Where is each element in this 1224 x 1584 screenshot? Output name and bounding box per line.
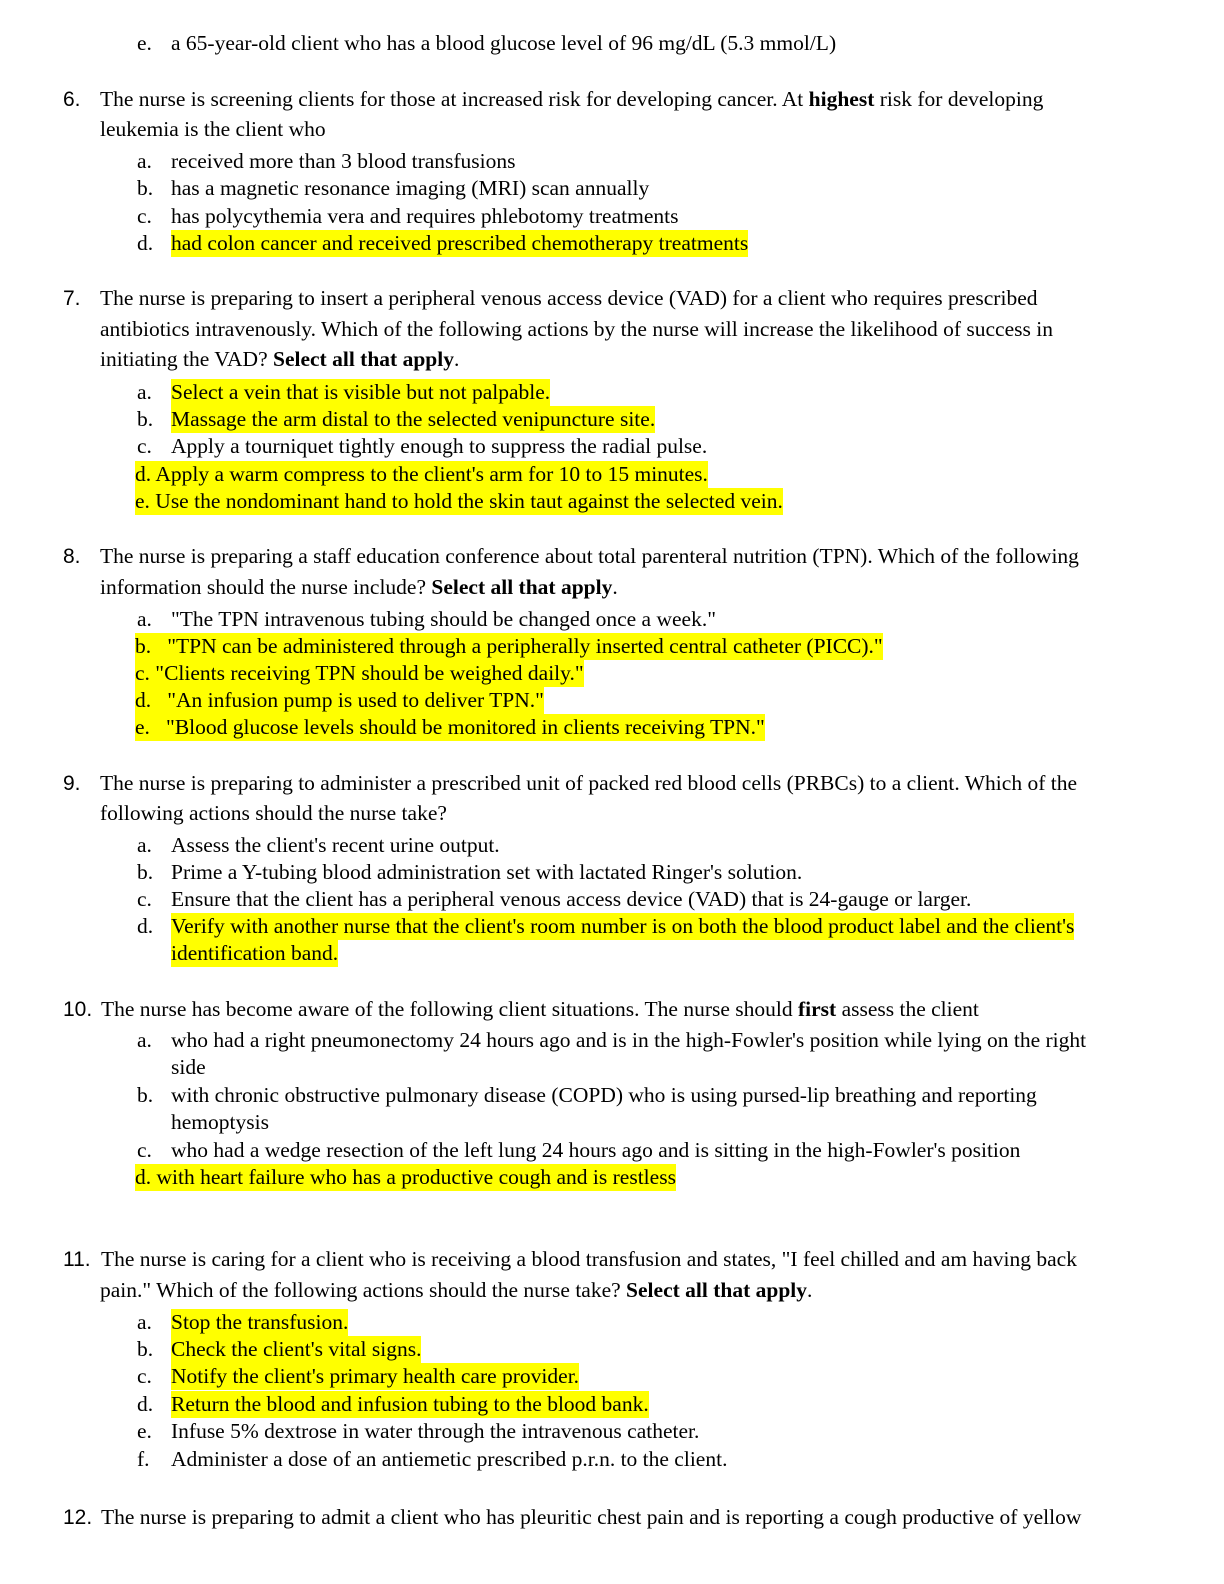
q7-option-b-highlighted: Massage the arm distal to the selected venipuncture site.: [171, 407, 656, 431]
q11-option-e: Infuse 5% dextrose in water through the intravenous catheter.: [171, 1419, 700, 1443]
option-letter: b.: [137, 1083, 154, 1107]
q7-option-a-highlighted: Select a vein that is visible but not palpable.: [171, 380, 551, 404]
q10-option-a-line1: who had a right pneumonectomy 24 hours ago and is in the high-Fowler's position while lying on the right: [171, 1028, 1087, 1052]
q6-option-a: received more than 3 blood transfusions: [171, 149, 516, 173]
option-letter: e.: [137, 1419, 152, 1443]
option-letter: e.: [137, 31, 152, 55]
question-number-8: 8.: [63, 545, 81, 568]
q11-option-b-highlighted: Check the client's vital signs.: [171, 1337, 422, 1361]
q10-option-a-line2: side: [171, 1055, 206, 1079]
option-letter: b.: [137, 860, 154, 884]
q9-option-d-line2-highlighted: identification band.: [171, 941, 339, 965]
q11-option-a-highlighted: Stop the transfusion.: [171, 1310, 349, 1334]
q8-stem-line1: The nurse is preparing a staff education conference about total parenteral nutrition (TPN). Which of the following: [100, 544, 1079, 568]
option-letter: a.: [137, 1310, 152, 1334]
q9-option-b: Prime a Y-tubing blood administration set with lactated Ringer's solution.: [171, 860, 803, 884]
option-letter: a.: [137, 380, 152, 404]
q6-stem-line2: leukemia is the client who: [100, 117, 326, 141]
option-letter: a.: [137, 607, 152, 631]
option-letter: c.: [137, 887, 152, 911]
q7-option-c: Apply a tourniquet tightly enough to suppress the radial pulse.: [171, 434, 708, 458]
q9-option-a: Assess the client's recent urine output.: [171, 833, 500, 857]
option-letter: c.: [137, 1138, 152, 1162]
question-number-9: 9.: [63, 772, 81, 795]
q8-option-d-highlighted: d. "An infusion pump is used to deliver TPN.": [135, 688, 544, 712]
question-number-11: 11.: [63, 1248, 91, 1271]
q7-option-e-highlighted: e. Use the nondominant hand to hold the skin taut against the selected vein.: [135, 489, 783, 513]
q11-stem-line1: The nurse is caring for a client who is receiving a blood transfusion and states, "I feel chilled and am having back: [101, 1247, 1077, 1271]
option-letter: b.: [137, 1337, 154, 1361]
q9-stem-line2: following actions should the nurse take?: [100, 801, 447, 825]
option-letter: c.: [137, 204, 152, 228]
q8-option-b-highlighted: b. "TPN can be administered through a peripherally inserted central catheter (PICC).": [135, 634, 883, 658]
question-number-10: 10.: [63, 998, 93, 1021]
option-letter: a.: [137, 1028, 152, 1052]
q10-option-c: who had a wedge resection of the left lung 24 hours ago and is sitting in the high-Fowler's position: [171, 1138, 1021, 1162]
option-letter: a.: [137, 149, 152, 173]
q8-option-a: "The TPN intravenous tubing should be changed once a week.": [171, 607, 716, 631]
option-letter: c.: [137, 434, 152, 458]
q9-stem-line1: The nurse is preparing to administer a prescribed unit of packed red blood cells (PRBCs) to a client. Which of the: [100, 771, 1077, 795]
q6-option-c: has polycythemia vera and requires phlebotomy treatments: [171, 204, 679, 228]
option-letter: a.: [137, 833, 152, 857]
q11-option-d-highlighted: Return the blood and infusion tubing to the blood bank.: [171, 1392, 649, 1416]
q9-option-c: Ensure that the client has a peripheral venous access device (VAD) that is 24-gauge or larger.: [171, 887, 972, 911]
q8-option-e-highlighted: e. "Blood glucose levels should be monitored in clients receiving TPN.": [135, 715, 765, 739]
q9-option-d-line1-highlighted: Verify with another nurse that the client's room number is on both the blood product label and the client's: [171, 914, 1075, 938]
q12-stem-line1: The nurse is preparing to admit a client who has pleuritic chest pain and is reporting a cough productive of yellow: [101, 1505, 1082, 1529]
q5-option-e: a 65-year-old client who has a blood glucose level of 96 mg/dL (5.3 mmol/L): [171, 31, 837, 55]
option-letter: d.: [137, 914, 154, 938]
q8-stem-line2: information should the nurse include? Select all that apply.: [100, 575, 618, 599]
q10-option-d-highlighted: d. with heart failure who has a productive cough and is restless: [135, 1165, 676, 1189]
question-number-7: 7.: [63, 287, 81, 310]
q10-stem-line1: The nurse has become aware of the following client situations. The nurse should first assess the client: [101, 997, 979, 1021]
option-letter: b.: [137, 176, 154, 200]
q6-option-b: has a magnetic resonance imaging (MRI) scan annually: [171, 176, 650, 200]
q11-option-c-highlighted: Notify the client's primary health care provider.: [171, 1364, 580, 1388]
q11-stem-line2: pain." Which of the following actions should the nurse take? Select all that apply.: [100, 1278, 813, 1302]
q8-option-c-highlighted: c. "Clients receiving TPN should be weighed daily.": [135, 661, 584, 685]
q10-option-b-line1: with chronic obstructive pulmonary disease (COPD) who is using pursed-lip breathing and reporting: [171, 1083, 1037, 1107]
q7-stem-line3: initiating the VAD? Select all that apply.: [100, 347, 460, 371]
q7-stem-line2: antibiotics intravenously. Which of the following actions by the nurse will increase the likelihood of success in: [100, 317, 1053, 341]
option-letter: d.: [137, 1392, 154, 1416]
question-number-6: 6.: [63, 88, 81, 111]
option-letter: d.: [137, 231, 154, 255]
q7-option-d-highlighted: d. Apply a warm compress to the client's arm for 10 to 15 minutes.: [135, 462, 708, 486]
option-letter: b.: [137, 407, 154, 431]
q6-option-d-highlighted: had colon cancer and received prescribed chemotherapy treatments: [171, 231, 749, 255]
q10-option-b-line2: hemoptysis: [171, 1110, 269, 1134]
option-letter: c.: [137, 1364, 152, 1388]
q6-stem-line1: The nurse is screening clients for those at increased risk for developing cancer. At highest risk for developing: [100, 87, 1044, 111]
q11-option-f: Administer a dose of an antiemetic prescribed p.r.n. to the client.: [171, 1447, 728, 1471]
option-letter: f.: [137, 1447, 150, 1471]
question-number-12: 12.: [63, 1506, 93, 1529]
q7-stem-line1: The nurse is preparing to insert a peripheral venous access device (VAD) for a client who requires prescribed: [100, 286, 1038, 310]
